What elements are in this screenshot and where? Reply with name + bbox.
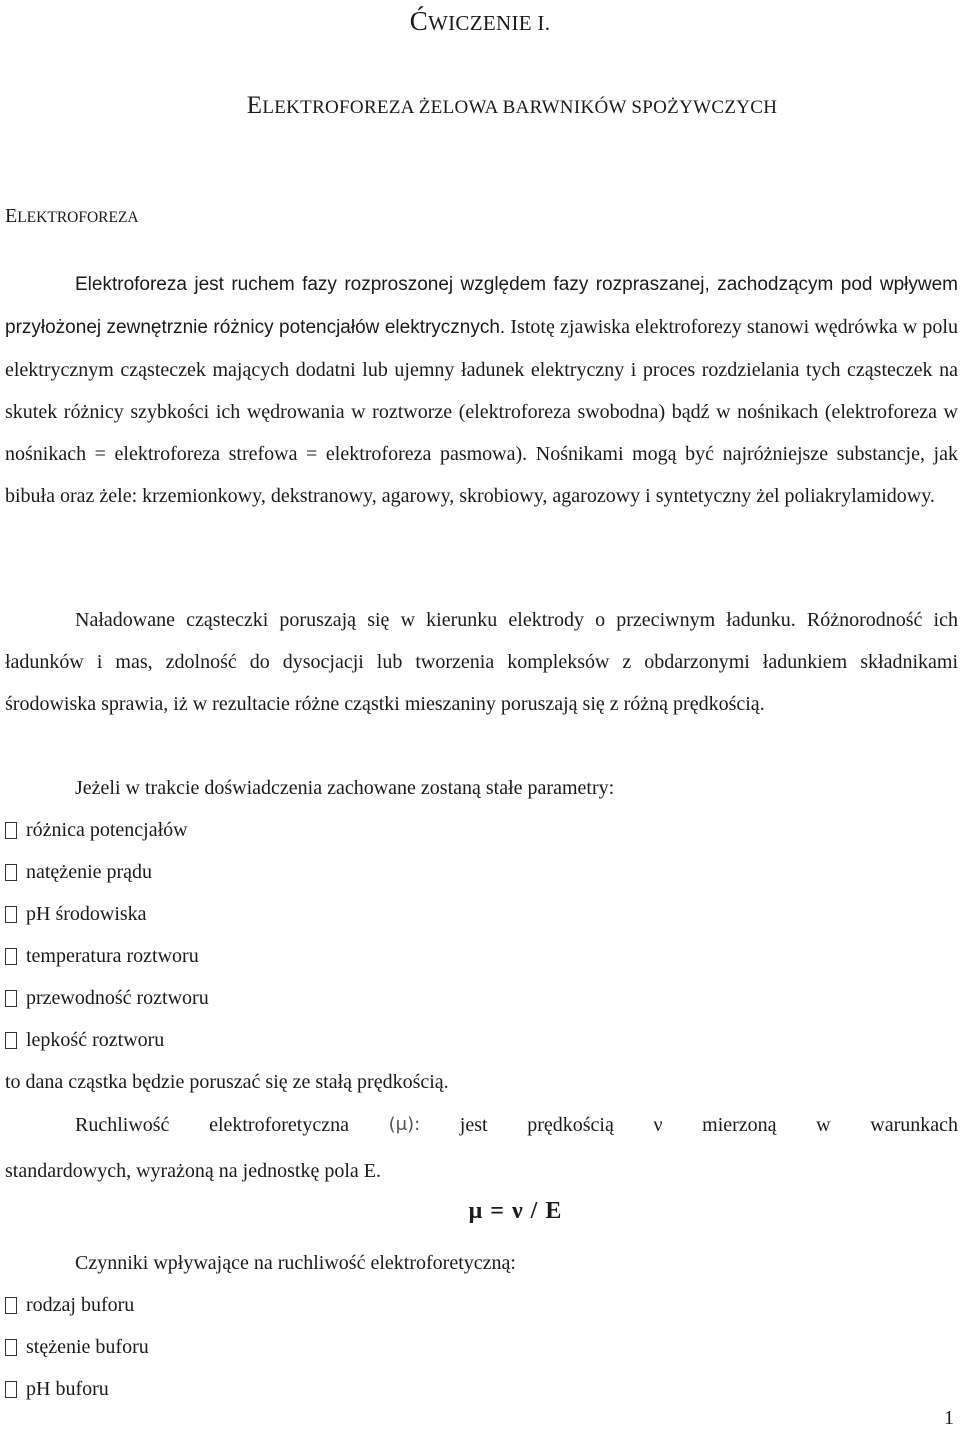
document-subtitle [32,92,960,120]
list-item-label: natężenie prądu [26,861,153,883]
bullet-box-icon [5,948,17,965]
mobility-word: w [816,1114,831,1136]
list-item [5,935,209,977]
bullet-box-icon [5,864,17,881]
mobility-line-2: standardowych, wyrażoną na jednostkę pola E. [5,1160,381,1182]
list-item [5,1284,149,1326]
list-item [5,1019,209,1061]
list-item [5,1326,149,1368]
exercise-title [0,6,960,37]
mobility-definition [5,1103,958,1195]
mobility-word: Ruchliwość [75,1114,170,1136]
list-item-label: pH buforu [26,1378,109,1400]
section-rest: LEKTROFOREZA [17,209,139,226]
list-item-label: rodzaj buforu [26,1294,135,1316]
subtitle-first-letter: E [246,92,263,119]
list-item-label: stężenie buforu [26,1336,149,1358]
charge-paragraph: Naładowane cząsteczki poruszają się w kierunku elektrody o przeciwnym ładunku. Różnorodność ich ładunków i mas, zdolność do dysocjacji lub tworzenia kompleksów z obdarzonymi ładunkiem składnikami środowiska sprawia, iż w rezultacie różne cząstki mieszaniny poruszają się z różną prędkością. [5,609,958,715]
bullet-box-icon [5,906,17,923]
list-item-label: różnica potencjałów [26,819,188,841]
bullet-box-icon [5,1032,17,1049]
bullet-box-icon [5,822,17,839]
constant-speed-sentence: to dana cząstka będzie poruszać się ze stałą prędkością. [5,1071,449,1093]
section-heading [5,205,139,228]
mobility-word: mierzoną [702,1114,777,1136]
list-item [5,851,209,893]
mobility-formula: μ = ν / E [468,1198,562,1224]
title-first-letter: Ć [409,6,429,36]
bullet-box-icon [5,1297,17,1314]
mobility-word: warunkach [870,1114,958,1136]
list-item-label: lepkość roztworu [26,1029,165,1051]
definition-text: Elektroforeza jest ruchem fazy rozproszonej względem fazy rozpraszanej, zachodzącym pod wpływem przyłożonej zewnętrznie różnicy potencjałów elektrycznych. [5,274,958,338]
mobility-word: prędkością [527,1114,614,1136]
section-first-letter: E [5,205,18,227]
parameters-intro: Jeżeli w trakcie doświadczenia zachowane zostaną stałe parametry: [75,777,615,799]
list-item-label: przewodność roztworu [26,987,209,1009]
description-text: Istotę zjawiska elektroforezy stanowi wędrówka w polu elektrycznym cząsteczek mających dodatni lub ujemny ładunek elektryczny i proces rozdzielania tych cząsteczek na skutek różnicy szybkości ich wędrowania w roztworze (elektroforeza swobodna) bądź w nośnikach (elektroforeza w nośnikach = elektroforeza strefowa = elektroforeza pasmowa). Nośnikami mogą być najróżniejsze substancje, jak bibuła oraz żele: krzemionkowy, dekstranowy, agarowy, skrobiowy, agarozowy i syntetyczny żel poliakrylamidowy. [5,316,958,507]
mobility-line-1 [5,1103,958,1147]
list-item-label: temperatura roztworu [26,945,199,967]
factors-list [5,1284,149,1410]
list-item-label: pH środowiska [26,903,147,925]
bullet-box-icon [5,990,17,1007]
page-number: 1 [944,1407,954,1429]
bullet-box-icon [5,1339,17,1356]
mobility-word: elektroforetyczna [209,1114,349,1136]
list-item [5,1368,149,1410]
intro-paragraph [5,263,958,517]
list-item [5,977,209,1019]
list-item [5,893,209,935]
factors-intro: Czynniki wpływające na ruchliwość elektroforetyczną: [75,1252,516,1274]
mu-symbol: (μ): [388,1114,421,1135]
parameters-list [5,809,209,1061]
subtitle-rest: LEKTROFOREZA ŻELOWA BARWNIKÓW SPOŻYWCZYCH [262,97,778,118]
title-rest: WICZENIE I. [428,11,551,35]
list-item [5,809,209,851]
mobility-word: jest [459,1114,488,1136]
bullet-box-icon [5,1381,17,1398]
mobility-word: ν [653,1114,663,1136]
